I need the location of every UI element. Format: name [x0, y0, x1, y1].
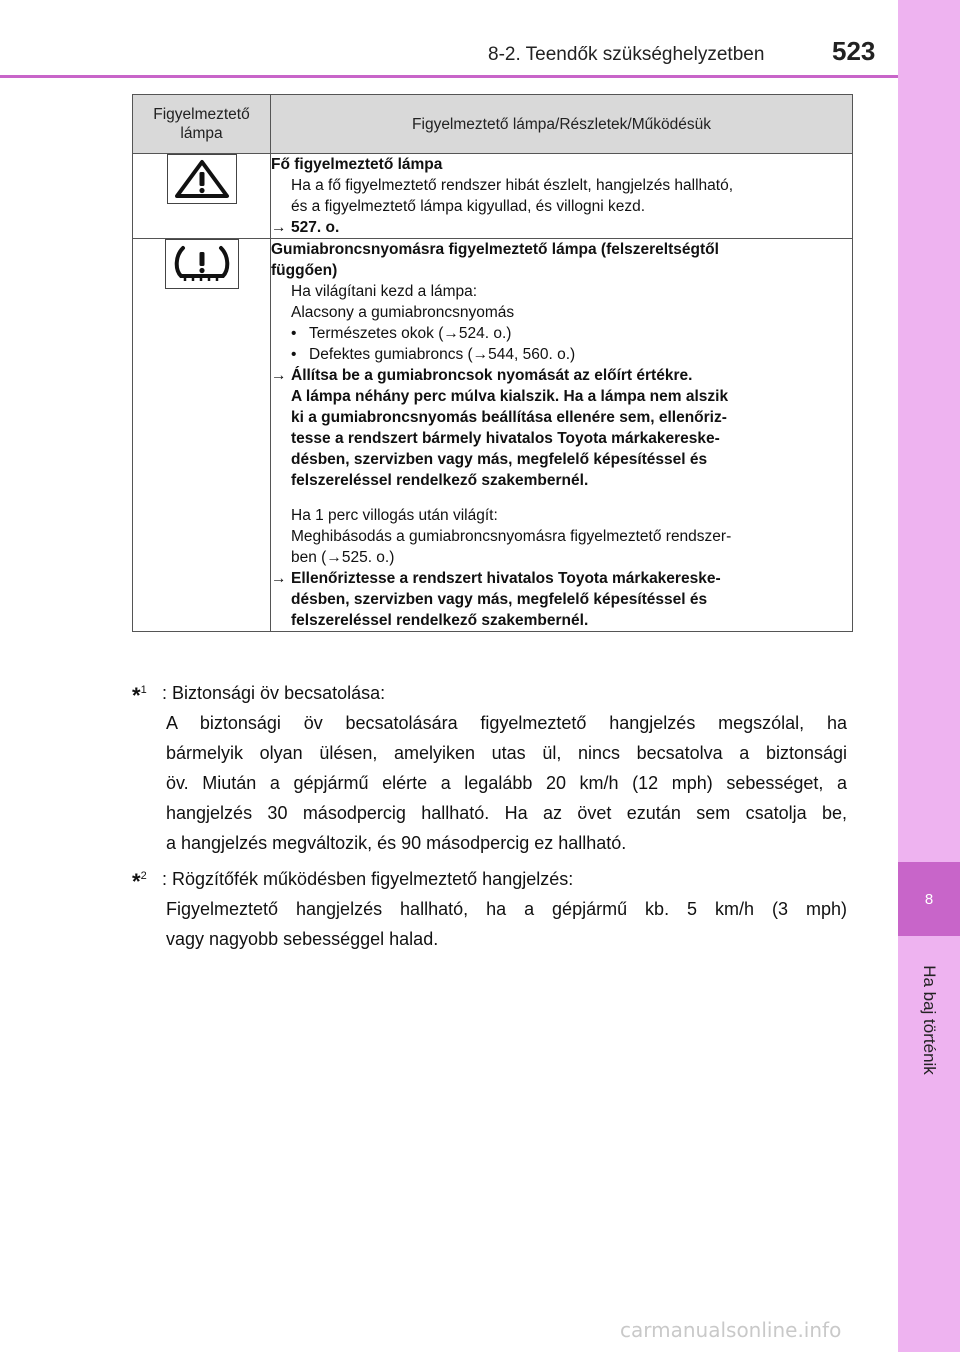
footnote-marker: *$^1$	[132, 683, 147, 708]
icon-cell	[133, 239, 271, 632]
footnote-line: Figyelmeztető hangjelzés hallható, ha a gépjármű kb. 5 km/h (3 mph)	[166, 899, 847, 919]
tire-pressure-intro2: Meghibásodás a gumiabroncsnyomásra figyelmeztető rendszer-	[291, 528, 732, 545]
bullet-text: Defektes gumiabroncs (→544, 560. o.)	[309, 346, 576, 363]
section-title: 8-2. Teendők szükséghelyzetben	[488, 44, 765, 65]
tire-pressure-intro: Ha világítani kezd a lámpa:	[291, 283, 478, 300]
list-item: • Természetes okok (→524. o.)	[291, 325, 512, 342]
tire-pressure-action2	[271, 568, 852, 631]
action-line: A lámpa néhány perc múlva kialszik. Ha a lámpa nem alszik	[291, 388, 729, 405]
icon-cell	[133, 154, 271, 239]
table-row	[133, 154, 853, 239]
action-line: felszereléssel rendelkező szakembernél.	[291, 612, 589, 629]
footnotes	[132, 678, 847, 960]
action-line: Állítsa be a gumiabroncsok nyomását az előírt értékre.	[291, 367, 693, 384]
master-warning-line: Ha a fő figyelmeztető rendszer hibát észlelt, hangjelzés hallható,	[291, 177, 733, 194]
action-line: ki a gumiabroncsnyomás beállítása ellenére sem, ellenőriz-	[291, 409, 727, 426]
arrow-right-icon: →	[271, 219, 287, 236]
tire-pressure-title: függően)	[271, 262, 338, 279]
footnote-heading: : Biztonsági öv becsatolása:	[162, 683, 386, 703]
master-warning-line: és a figyelmeztető lámpa kigyullad, és villogni kezd.	[291, 198, 646, 215]
master-warning-details	[271, 154, 853, 239]
watermark: carmanualsonline.info	[620, 1318, 842, 1342]
footnote-marker: *$^2$	[132, 869, 147, 894]
column-header-light	[133, 95, 271, 154]
header-rule	[0, 75, 898, 78]
master-warning-reference	[271, 217, 852, 238]
footnote-line: vagy nagyobb sebességgel halad.	[166, 929, 439, 949]
side-tab	[898, 0, 960, 1352]
footnote-line: A biztonsági öv becsatolására figyelmeztető hangjelzés megszólal, ha	[166, 713, 847, 733]
tire-pressure-warning-icon	[165, 239, 239, 289]
column-header-light-line1: Figyelmeztető	[153, 106, 250, 123]
action-line: tesse a rendszert bármely hivatalos Toyota márkakereske-	[291, 430, 720, 447]
master-warning-title: Fő figyelmeztető lámpa	[271, 156, 443, 173]
page-number: 523	[832, 36, 876, 66]
column-header-light-line2: lámpa	[180, 125, 223, 142]
bullet-text: Természetes okok (→524. o.)	[309, 325, 512, 342]
footnote-line: a hangjelzés megváltozik, és 90 másodpercig ez hallható.	[166, 833, 627, 853]
master-warning-triangle-icon	[167, 154, 237, 204]
table-row	[133, 239, 853, 632]
chapter-label: Ha baj történik	[920, 965, 939, 1075]
footnote-1	[132, 678, 847, 858]
page-reference-link[interactable]: 527. o.	[291, 219, 340, 236]
action-line: désben, szervizben vagy más, megfelelő képesítéssel és	[291, 591, 708, 608]
footnote-line: öv. Miután a gépjármű elérte a legalább 20 km/h (12 mph) sebességet, a	[166, 773, 847, 793]
tire-pressure-intro2: ben (→525. o.)	[291, 549, 395, 566]
tire-pressure-intro: Alacsony a gumiabroncsnyomás	[291, 304, 515, 321]
column-header-details: Figyelmeztető lámpa/Részletek/Működésük	[271, 95, 853, 154]
tire-pressure-intro2: Ha 1 perc villogás után világít:	[291, 507, 498, 524]
tire-pressure-details	[271, 239, 853, 632]
list-item: • Defektes gumiabroncs (→544, 560. o.)	[291, 346, 576, 363]
tire-pressure-action	[271, 365, 852, 491]
action-line: felszereléssel rendelkező szakembernél.	[291, 472, 589, 489]
warning-lights-table	[132, 94, 853, 632]
footnote-line: bármelyik olyan ülésen, amelyiken utas ül, nincs becsatolva a biztonsági	[166, 743, 847, 763]
action-line: Ellenőriztesse a rendszert hivatalos Toyota márkakereske-	[291, 570, 721, 587]
footnote-line: hangjelzés 30 másodpercig hallható. Ha az övet ezután sem csatolja be,	[166, 803, 847, 823]
tire-pressure-title: Gumiabroncsnyomásra figyelmeztető lámpa (felszereltségtől	[271, 241, 719, 258]
arrow-right-icon: →	[271, 367, 287, 384]
table-header-row	[133, 95, 853, 154]
chapter-number: 8	[898, 862, 960, 936]
arrow-right-icon: →	[271, 570, 287, 587]
action-line: désben, szervizben vagy más, megfelelő képesítéssel és	[291, 451, 708, 468]
footnote-2	[132, 864, 847, 954]
footnote-heading: : Rögzítőfék működésben figyelmeztető hangjelzés:	[162, 869, 574, 889]
